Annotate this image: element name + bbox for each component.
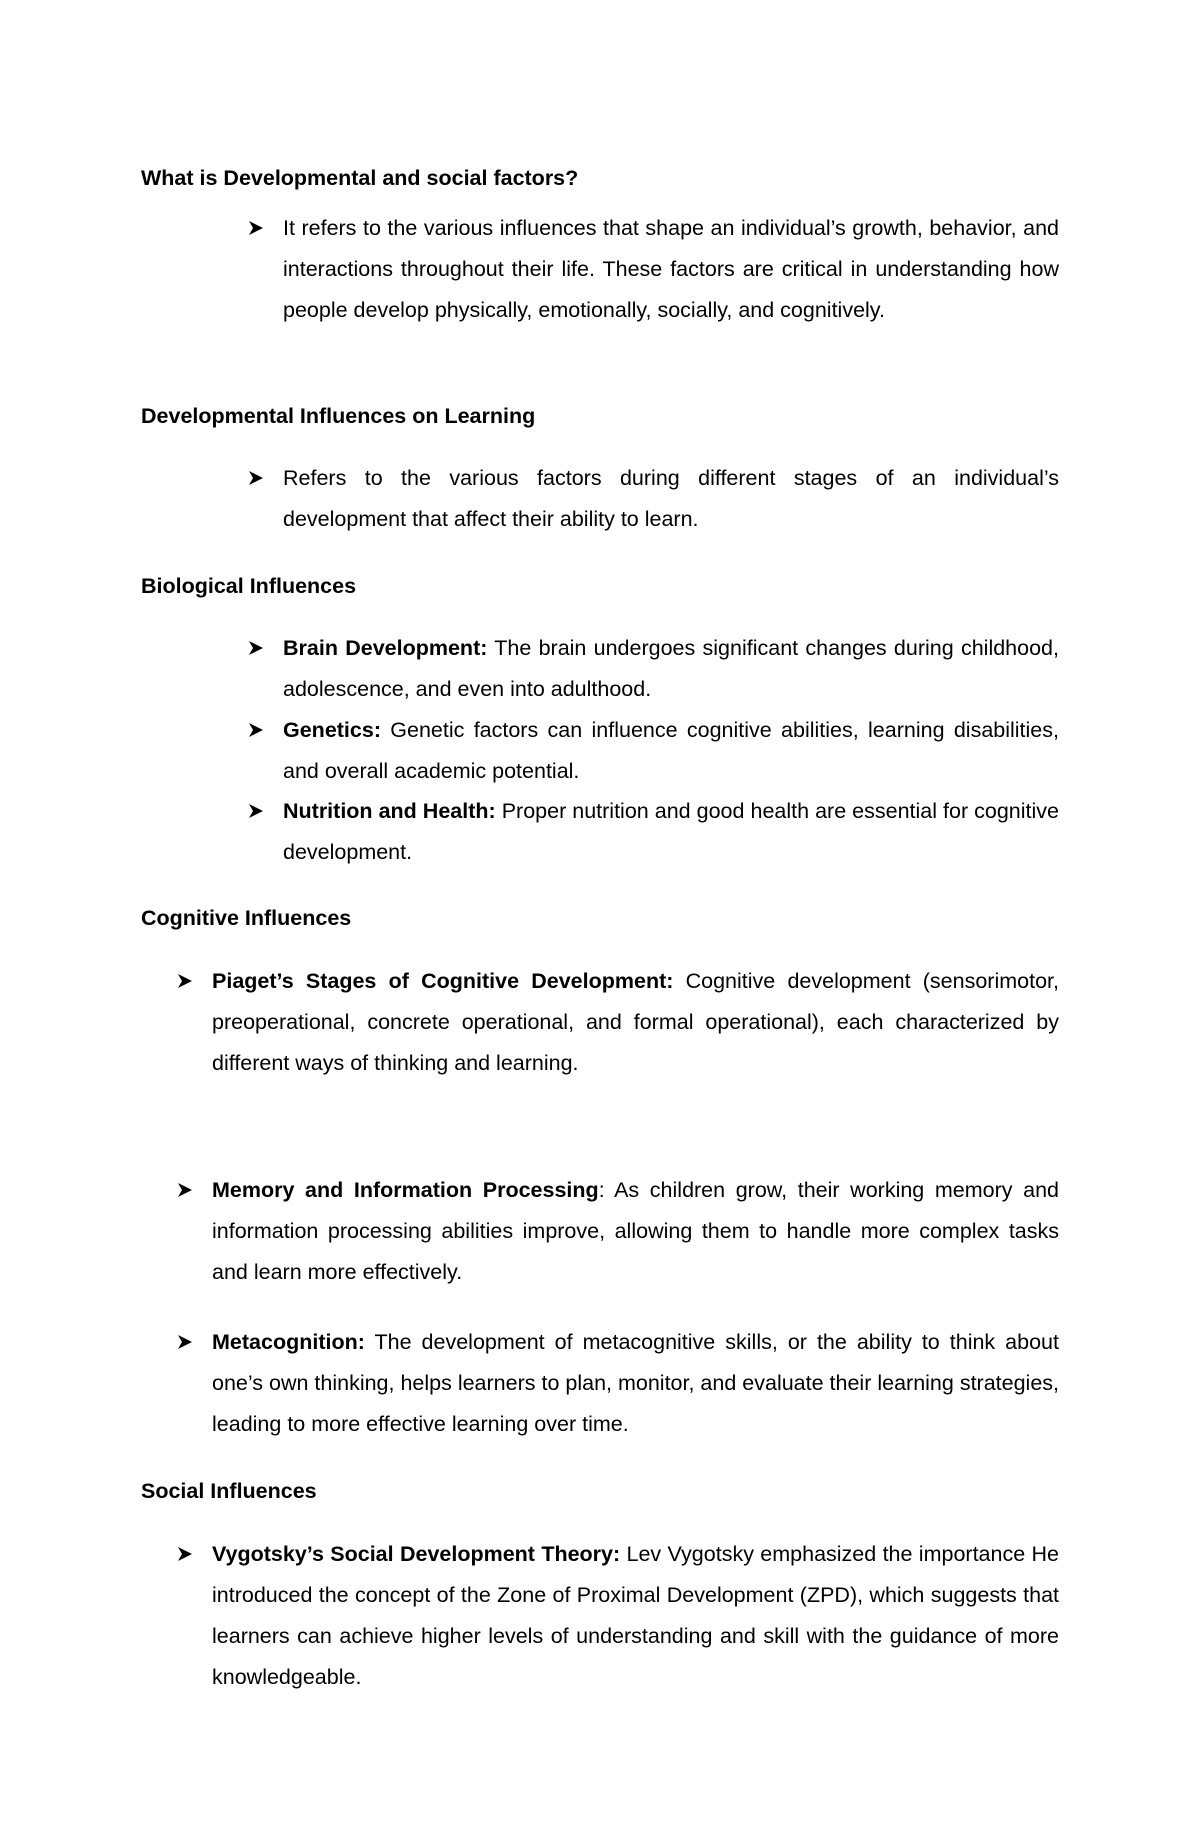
arrow-bullet-icon [248, 803, 264, 819]
item-text: It refers to the various influences that shape an individual’s growth, behavior, and interactions throughout their life. These factors are critical in understanding how people develop physically, emotionally, socially, and cognitively. [283, 216, 1059, 322]
item-bold-term: Metacognition: [212, 1330, 365, 1354]
arrow-bullet-icon [248, 722, 264, 738]
bullet-item [283, 458, 1059, 540]
arrow-bullet-icon [177, 973, 193, 989]
item-text: Proper nutrition and good health are essential for cognitive development. [283, 799, 1059, 864]
item-bold-term: Brain Development: [283, 636, 488, 660]
heading-developmental-influences: Developmental Influences on Learning [141, 404, 536, 428]
item-bold-term: Genetics: [283, 718, 381, 742]
item-text: Refers to the various factors during different stages of an individual’s development that affect their ability to learn. [283, 466, 1059, 531]
item-bold-term: Memory and Information Processing [212, 1178, 599, 1202]
bullet-item [283, 628, 1059, 710]
heading-cognitive-influences: Cognitive Influences [141, 906, 352, 930]
arrow-bullet-icon [177, 1182, 193, 1198]
bullet-item [212, 1534, 1059, 1698]
item-text: The brain undergoes significant changes during childhood, adolescence, and even into adulthood. [283, 636, 1059, 701]
item-bold-term: Nutrition and Health: [283, 799, 496, 823]
heading-social-influences: Social Influences [141, 1479, 317, 1503]
arrow-bullet-icon [248, 470, 264, 486]
bullet-item [283, 208, 1059, 331]
arrow-bullet-icon [177, 1334, 193, 1350]
heading-developmental-social-factors: What is Developmental and social factors? [141, 166, 579, 190]
bullet-item [212, 961, 1059, 1084]
bullet-item [283, 710, 1059, 792]
arrow-bullet-icon [248, 640, 264, 656]
bullet-item [212, 1322, 1059, 1445]
heading-biological-influences: Biological Influences [141, 574, 357, 598]
item-text: The development of metacognitive skills, or the ability to think about one’s own thinking, helps learners to plan, monitor, and evaluate their learning strategies, leading to more effective learning over time. [212, 1330, 1059, 1436]
bullet-item [283, 791, 1059, 873]
item-bold-term: Piaget’s Stages of Cognitive Development: [212, 969, 674, 993]
bullet-item [212, 1170, 1059, 1293]
item-text: : As children grow, their working memory and information processing abilities improve, allowing them to handle more complex tasks and learn more effectively. [212, 1178, 1060, 1284]
item-text: Cognitive development (sensorimotor, preoperational, concrete operational, and formal operational), each characterized by different ways of thinking and learning. [212, 969, 1059, 1075]
item-bold-term: Vygotsky’s Social Development Theory: [212, 1542, 621, 1566]
arrow-bullet-icon [177, 1546, 193, 1562]
arrow-bullet-icon [248, 220, 264, 236]
item-text: Genetic factors can influence cognitive abilities, learning disabilities, and overall academic potential. [283, 718, 1059, 783]
item-text: Lev Vygotsky emphasized the importance He introduced the concept of the Zone of Proximal Development (ZPD), which suggests that learners can achieve higher levels of understanding and skill with the guidance of more knowledgeable. [212, 1542, 1059, 1689]
